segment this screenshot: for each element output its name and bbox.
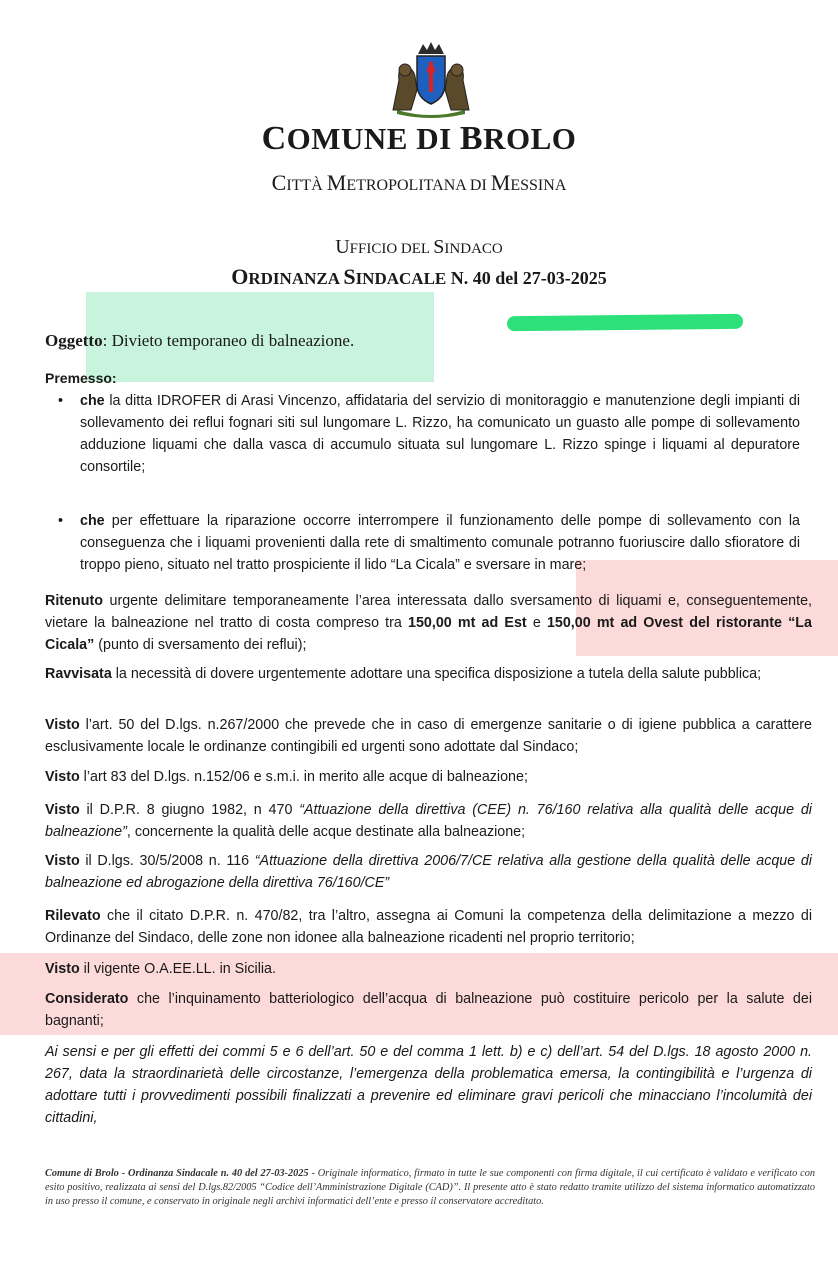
bullet-dot: • — [58, 393, 64, 409]
green-marker-stroke — [507, 314, 743, 331]
office-heading: UFFICIO DEL SINDACO — [335, 236, 503, 258]
bullet-paragraph-2: che per effettuare la riparazione occorre interrompere il funzionamento delle pompe di sollevamento con la conseguenza che i liquami provenienti dalla rete di smaltimento comunale potranno fuoriuscire dallo sfioratore di troppo pieno, situato nel tratto prospiciente il lido “La Cicala” e sversare in mare; — [80, 513, 800, 573]
visto-paragraph-1: Visto l’art. 50 del D.lgs. n.267/2000 che prevede che in caso di emergenze sanitarie o di igiene pubblica a carattere esclusivamente locale le ordinanze contingibili ed urgenti sono adottate dal Sindaco; — [45, 717, 812, 755]
considerato-paragraph: Considerato che l’inquinamento batteriologico dell’acqua di balneazione può costituire pericolo per la salute dei bagnanti; — [45, 991, 812, 1029]
ravvisata-paragraph: Ravvisata la necessità di dovere urgentemente adottare una specifica disposizione a tutela della salute pubblica; — [45, 666, 762, 682]
visto-paragraph-2: Visto l’art 83 del D.lgs. n.152/06 e s.m.i. in merito alle acque di balneazione; — [45, 769, 528, 785]
ai-sensi-paragraph: Ai sensi e per gli effetti dei commi 5 e 6 dell’art. 50 e del comma 1 lett. b) e c) dell’art. 54 del D.lgs. 18 agosto 2000 n. 267, data la straordinarietà delle circostanze, l’emergenza della problematica emersa, la contingibilità e l’urgenza di adottare tutti i provvedimenti possibili finalizzati a prevenire ed eliminare gravi pericoli che minacciano l’incolumità dei cittadini, — [45, 1044, 812, 1126]
visto-paragraph-3: Visto il D.P.R. 8 giugno 1982, n 470 “Attuazione della direttiva (CEE) n. 76/160 relativa alla qualità delle acque di balneazione”, concernente la qualità delle acque destinate alla balneazione; — [45, 802, 812, 840]
subject-text: : Divieto temporaneo di balneazione. — [102, 331, 355, 350]
subject-line — [45, 331, 354, 351]
municipality-subtitle: CITTÀ METROPOLITANA DI MESSINA — [271, 170, 567, 195]
ordinance-heading: ORDINANZA SINDACALE N. 40 del 27-03-2025 — [231, 264, 607, 289]
premesso-heading: Premesso: — [45, 370, 117, 386]
ritenuto-paragraph: Ritenuto urgente delimitare temporaneamente l’area interessata dallo sversamento di liquami e, conseguentemente, vietare la balneazione nel tratto di costa compreso tra 150,00 mt ad Est e 150,00 mt ad Ovest del ristorante “La Cicala” (punto di sversamento dei reflui); — [45, 593, 812, 653]
subject-label: Oggetto — [45, 331, 103, 350]
municipality-title: COMUNE DI BROLO — [261, 120, 577, 157]
municipal-crest-icon — [383, 40, 479, 120]
bullet-paragraph-1: che la ditta IDROFER di Arasi Vincenzo, affidataria del servizio di monitoraggio e manutenzione degli impianti di sollevamento dei reflui fognari siti sul lungomare L. Rizzo, ha comunicato un guasto alle pompe di sollevamento adduzione liquami che dalla vasca di accumulo situata sul lungomare L. Rizzo spinge i liquami al depuratore consortile; — [80, 393, 800, 475]
visto-paragraph-5: Visto il vigente O.A.EE.LL. in Sicilia. — [45, 961, 276, 977]
bullet-dot: • — [58, 513, 64, 529]
visto-paragraph-4: Visto il D.lgs. 30/5/2008 n. 116 “Attuazione della direttiva 2006/7/CE relativa alla gestione della qualità delle acque di balneazione ed abrogazione della direttiva 76/160/CE” — [45, 853, 812, 891]
rilevato-paragraph: Rilevato che il citato D.P.R. n. 470/82, tra l’altro, assegna ai Comuni la competenza della delimitazione a mezzo di Ordinanze del Sindaco, delle zone non idonee alla balneazione ricadenti nel proprio territorio; — [45, 908, 812, 946]
footer-note: Comune di Brolo - Ordinanza Sindacale n. 40 del 27-03-2025 - Originale informatico, firmato in tutte le sue componenti con firma digitale, il cui certificato è validato e verificato con esito positivo, realizzata ai sensi del D.lgs.82/2005 “Codice dell’Amministrazione Digitale (CAD)”. Il presente atto è stato redatto tramite utilizzo del sistema informatico automatizzato in uso presso il comune, e conservato in originale negli archivi informatici dell’ente e presso il conservatore accreditato. — [45, 1168, 815, 1207]
